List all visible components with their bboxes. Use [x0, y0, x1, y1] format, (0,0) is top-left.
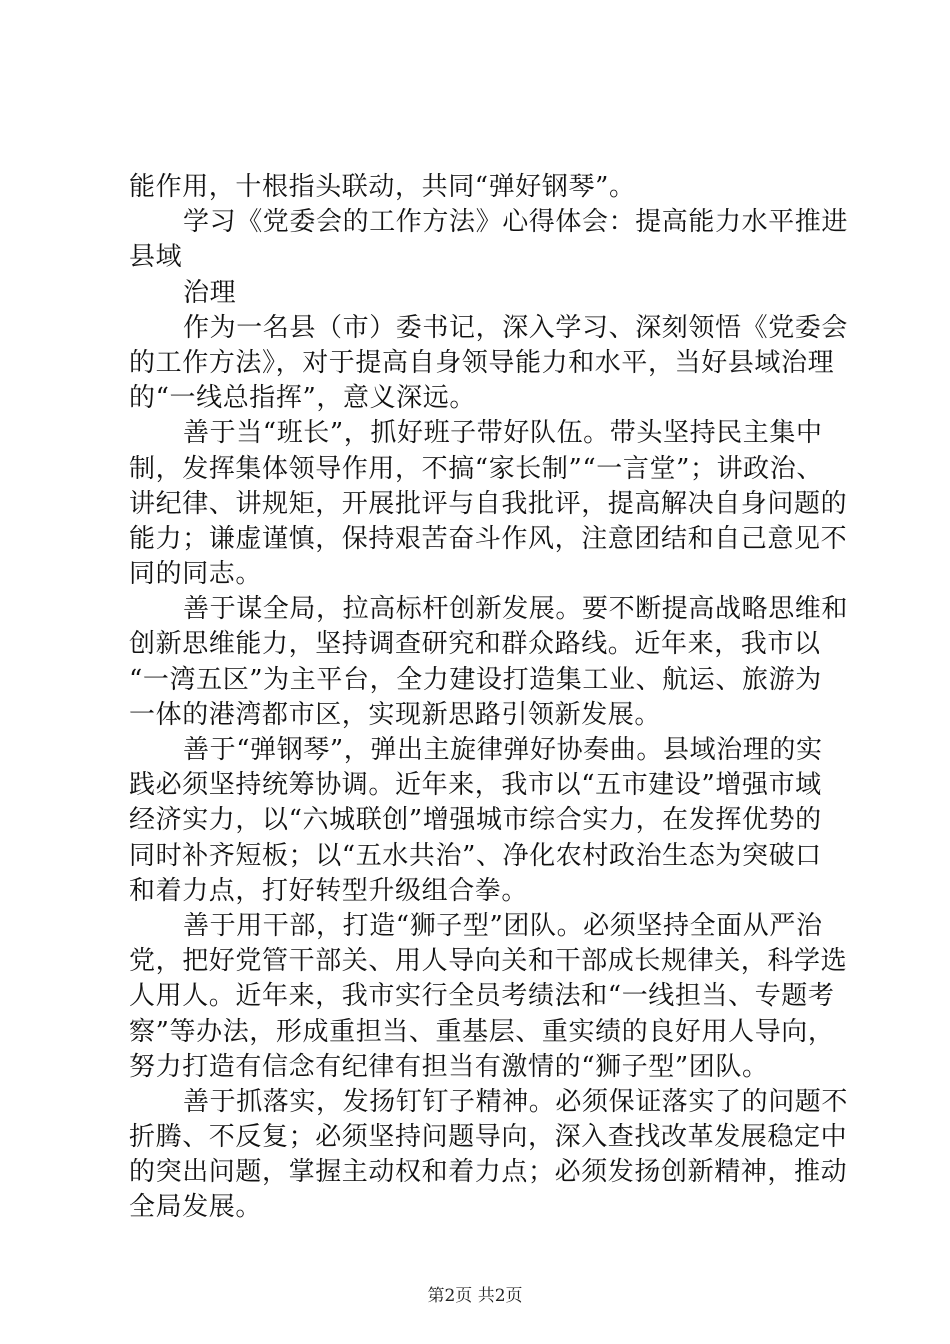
text-line: 制，发挥集体领导作用，不搞“家长制”“一言堂”；讲政治、: [129, 453, 823, 484]
text-line: 善于用干部，打造“狮子型”团队。必须坚持全面从严治: [183, 910, 823, 941]
text-line: 同的同志。: [129, 559, 263, 590]
text-line: 的突出问题，掌握主动权和着力点；必须发扬创新精神，推动: [129, 1157, 848, 1188]
text-line: 同时补齐短板；以“五水共治”、净化农村政治生态为突破口: [129, 840, 822, 871]
text-line: 善于抓落实，发扬钉钉子精神。必须保证落实了的问题不: [183, 1086, 849, 1117]
page-footer: 第2页 共2页: [427, 1286, 523, 1306]
text-line: 一体的港湾都市区，实现新思路引领新发展。: [129, 699, 662, 730]
text-line: 能力；谦虚谨慎，保持艰苦奋斗作风，注意团结和自己意见不: [129, 523, 848, 554]
text-line: 努力打造有信念有纪律有担当有激情的“狮子型”团队。: [129, 1051, 769, 1082]
text-line: 折腾、不反复；必须坚持问题导向，深入查找改革发展稳定中: [129, 1122, 848, 1153]
text-line: 全局发展。: [129, 1192, 263, 1223]
text-line: 党，把好党管干部关、用人导向关和干部成长规律关，科学选: [129, 946, 848, 977]
text-line: 察”等办法，形成重担当、重基层、重实绩的良好用人导向，: [129, 1016, 835, 1047]
text-line: 善于当“班长”，抓好班子带好队伍。带头坚持民主集中: [183, 418, 823, 449]
text-line: 善于“弹钢琴”，弹出主旋律弹好协奏曲。县域治理的实: [183, 735, 823, 765]
text-line: 县域: [129, 242, 183, 273]
text-line: 的工作方法》，对于提高自身领导能力和水平，当好县域治理: [129, 347, 835, 378]
text-line: 善于谋全局，拉高标杆创新发展。要不断提高战略思维和: [183, 594, 849, 625]
text-line: 的“一线总指挥”，意义深远。: [129, 383, 476, 414]
text-line: 学习《党委会的工作方法》心得体会：提高能力水平推进: [183, 207, 849, 238]
text-line: 讲纪律、讲规矩，开展批评与自我批评，提高解决自身问题的: [129, 488, 848, 519]
body-text: [129, 170, 849, 1226]
text-line: 人用人。近年来，我市实行全员考绩法和“一线担当、专题考: [129, 981, 835, 1012]
text-line: 能作用，十根指头联动，共同“弹好钢琴”。: [129, 172, 636, 202]
text-line: 作为一名县（市）委书记，深入学习、深刻领悟《党委会: [183, 312, 849, 343]
text-line: 经济实力，以“六城联创”增强城市综合实力，在发挥优势的: [129, 805, 822, 836]
text-line: 践必须坚持统筹协调。近年来，我市以“五市建设”增强市域: [129, 770, 822, 801]
text-line: 治理: [183, 277, 237, 308]
text-line: 和着力点，打好转型升级组合拳。: [129, 875, 529, 906]
text-line: 创新思维能力，坚持调查研究和群众路线。近年来，我市以: [129, 629, 821, 660]
text-line: “一湾五区”为主平台，全力建设打造集工业、航运、旅游为: [129, 664, 822, 695]
